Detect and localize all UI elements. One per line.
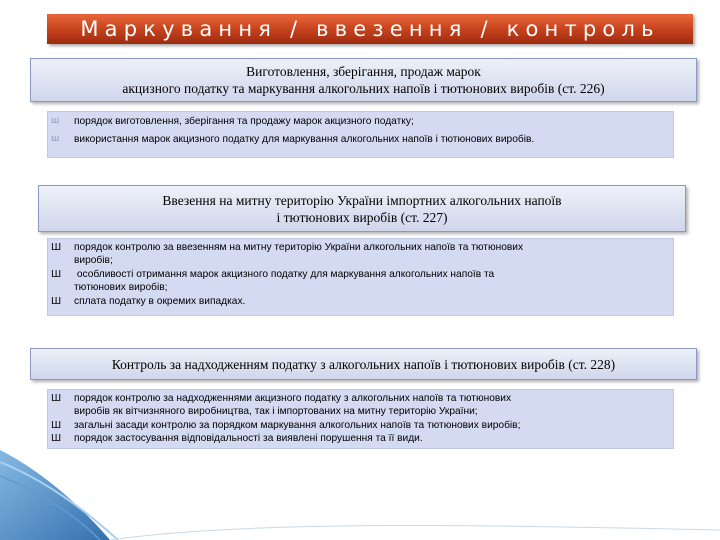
- list-item-text: загальні засади контролю за порядком маркування алкогольних напоїв та тютюнових виробів;: [74, 419, 521, 431]
- bullet-marker: Ш: [51, 268, 62, 280]
- list-item: [48, 295, 673, 308]
- bullet-marker: ш: [51, 116, 60, 126]
- section-2-heading-line-2: і тютюнових виробів (ст. 227): [276, 209, 448, 225]
- bullet-marker: ш: [51, 134, 60, 145]
- list-item: [48, 419, 673, 432]
- section-2-bullet-list: [47, 238, 674, 316]
- section-1-heading-line-1: Виготовлення, зберігання, продаж марок: [246, 64, 481, 79]
- bullet-marker: Ш: [51, 295, 62, 307]
- list-item: [48, 133, 673, 146]
- list-item-text: особливості отримання марок акцизного податку для маркування алкогольних напоїв та: [74, 268, 495, 280]
- bullet-marker: Ш: [51, 393, 62, 404]
- list-item-text-cont: виробів;: [74, 255, 113, 267]
- list-item: [48, 115, 673, 128]
- section-1-heading-box: [30, 58, 697, 102]
- title-banner: [47, 14, 693, 44]
- list-item: [48, 268, 673, 295]
- list-item-text: порядок виготовлення, зберігання та продажу марок акцизного податку;: [74, 116, 414, 127]
- bullet-marker: Ш: [51, 433, 62, 445]
- bullet-marker: Ш: [51, 419, 62, 431]
- list-item: [48, 432, 673, 445]
- section-3-heading-line-1: Контроль за надходженням податку з алкогольних напоїв і тютюнових виробів (ст. 228): [111, 356, 616, 372]
- page-title: Маркування / ввезення / контроль: [80, 17, 660, 41]
- list-item: [48, 392, 673, 419]
- section-1-heading-line-2: акцизного податку та маркування алкогольних напоїв і тютюнових виробів (ст. 226): [122, 81, 605, 96]
- section-3-heading-box: [30, 348, 697, 380]
- section-2-heading-line-1: Ввезення на митну територію України імпортних алкогольних напоїв: [162, 192, 562, 208]
- list-item-text-cont: виробів як вітчизняного виробництва, так і імпортованих на митну територію України;: [74, 406, 478, 418]
- list-item-text: порядок контролю за ввезенням на митну територію України алкогольних напоїв та тютюнових: [74, 242, 524, 253]
- list-item-text: порядок контролю за надходженнями акцизного податку з алкогольних напоїв та тютюнових: [74, 393, 512, 404]
- section-1-bullet-list: [47, 111, 674, 158]
- list-item: [48, 241, 673, 268]
- list-item-text: використання марок акцизного податку для маркування алкогольних напоїв і тютюнових виробів.: [74, 134, 535, 146]
- list-item-text-cont: тютюнових виробів;: [74, 282, 168, 294]
- list-item-text: порядок застосування відповідальності за виявлені порушення та її види.: [74, 433, 423, 445]
- section-3-bullet-list: [47, 389, 674, 449]
- section-2-heading-box: [38, 185, 686, 232]
- bullet-marker: Ш: [51, 242, 62, 253]
- list-item-text: сплата податку в окремих випадках.: [74, 295, 246, 307]
